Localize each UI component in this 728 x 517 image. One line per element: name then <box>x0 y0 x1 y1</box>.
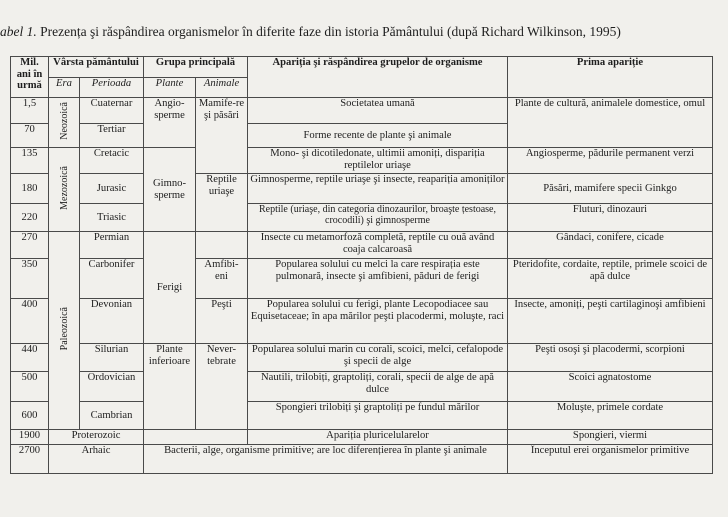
spread-cell: Forme recente de plante şi animale <box>248 124 508 148</box>
mil-cell: 270 <box>11 232 49 259</box>
table-row <box>11 430 713 445</box>
era-cell: Proterozoic <box>49 430 144 445</box>
table-row <box>11 98 713 124</box>
animale-group: Amfibi-eni <box>196 259 248 299</box>
era-neozoica: Neozoică <box>49 98 80 148</box>
plante-group: Gimno-sperme <box>144 148 196 232</box>
spread-cell: Insecte cu metamorfoză completă, reptile cu ouă având coaja calcaroasă <box>248 232 508 259</box>
period-cell: Tertiar <box>80 124 144 148</box>
first-cell: Fluturi, dinozauri <box>508 204 713 232</box>
header-prima: Prima apariție <box>508 57 713 98</box>
header-row-1 <box>11 57 713 78</box>
header-aparitia: Apariția şi răspândirea grupelor de organisme <box>248 57 508 98</box>
mil-cell: 70 <box>11 124 49 148</box>
header-era: Era <box>49 78 80 98</box>
first-cell: Gândaci, conifere, cicade <box>508 232 713 259</box>
first-cell: Scoici agnatostome <box>508 372 713 402</box>
mil-cell: 180 <box>11 174 49 204</box>
table-row <box>11 259 713 299</box>
spread-cell: Apariția pluricelularelor <box>248 430 508 445</box>
mil-cell: 1,5 <box>11 98 49 124</box>
period-cell: Triasic <box>80 204 144 232</box>
mil-cell: 1900 <box>11 430 49 445</box>
table-row <box>11 402 713 430</box>
header-varsta: Vârsta pământului <box>49 57 144 78</box>
table-caption <box>0 24 728 40</box>
plante-group: Angio-sperme <box>144 98 196 148</box>
caption-number: abel 1. <box>0 24 37 39</box>
spread-cell: Spongieri trilobiți şi graptoliți pe fundul mărilor <box>248 402 508 430</box>
spread-cell: Popularea solului marin cu corali, scoici, melci, cefalopode şi specii de alge <box>248 344 508 372</box>
header-perioada: Perioada <box>80 78 144 98</box>
period-cell: Cambrian <box>80 402 144 430</box>
mil-cell: 500 <box>11 372 49 402</box>
first-cell: Începutul erei organismelor primitive <box>508 445 713 474</box>
table-row <box>11 445 713 474</box>
mil-cell: 600 <box>11 402 49 430</box>
period-cell: Cretacic <box>80 148 144 174</box>
group-empty <box>144 430 248 445</box>
spread-cell: Reptile (uriaşe, din categoria dinozaurilor, broaşte țestoase, crocodili) şi gimnosperme <box>248 204 508 232</box>
header-plante: Plante <box>144 78 196 98</box>
first-cell: Plante de cultură, animalele domestice, omul <box>508 98 713 148</box>
plante-group: Plante inferioare <box>144 344 196 430</box>
era-paleozoica: Paleozoică <box>49 232 80 430</box>
first-cell: Insecte, amoniți, peşti cartilaginoşi amfibieni <box>508 299 713 344</box>
caption-text: Prezența şi răspândirea organismelor în diferite faze din istoria Pământului (după Richard Wilkinson, 1995) <box>40 24 621 39</box>
mil-cell: 135 <box>11 148 49 174</box>
table-row <box>11 344 713 372</box>
spread-cell: Popularea solului cu ferigi, plante Lecopodiacee sau Equisetaceae; în apa mărilor peşti placodermi, moluşte, raci <box>248 299 508 344</box>
header-animale: Animale <box>196 78 248 98</box>
first-cell: Angiosperme, pădurile permanent verzi <box>508 148 713 174</box>
mil-cell: 400 <box>11 299 49 344</box>
period-cell: Carbonifer <box>80 259 144 299</box>
table-row <box>11 148 713 174</box>
first-cell: Moluşte, primele cordate <box>508 402 713 430</box>
animale-group: Mamife-re şi păsări <box>196 98 248 174</box>
period-cell: Devonian <box>80 299 144 344</box>
plante-group: Ferigi <box>144 232 196 344</box>
animale-empty <box>196 232 248 259</box>
table-row <box>11 299 713 344</box>
mil-cell: 350 <box>11 259 49 299</box>
period-cell: Jurasic <box>80 174 144 204</box>
spread-cell: Bacterii, alge, organisme primitive; are loc diferențierea în plante şi animale <box>144 445 508 474</box>
spread-cell: Societatea umană <box>248 98 508 124</box>
header-grupa: Grupa principală <box>144 57 248 78</box>
mil-cell: 440 <box>11 344 49 372</box>
table-row <box>11 204 713 232</box>
table-row <box>11 372 713 402</box>
period-cell: Permian <box>80 232 144 259</box>
period-cell: Ordovician <box>80 372 144 402</box>
period-cell: Silurian <box>80 344 144 372</box>
animale-group: Reptile uriaşe <box>196 174 248 232</box>
first-cell: Pteridofite, cordaite, reptile, primele scoici de apă dulce <box>508 259 713 299</box>
spread-cell: Mono- şi dicotiledonate, ultimii amoniți, dispariția reptilelor uriaşe <box>248 148 508 174</box>
era-mezozoica: Mezozoică <box>49 148 80 232</box>
first-cell: Spongieri, viermi <box>508 430 713 445</box>
spread-cell: Gimnosperme, reptile uriaşe şi insecte, reapariția amoniților <box>248 174 508 204</box>
mil-cell: 220 <box>11 204 49 232</box>
spread-cell: Nautili, trilobiți, graptoliți, corali, specii de alge de apă dulce <box>248 372 508 402</box>
table-row <box>11 232 713 259</box>
period-cell: Cuaternar <box>80 98 144 124</box>
first-cell: Păsări, mamifere specii Ginkgo <box>508 174 713 204</box>
animale-group: Never-tebrate <box>196 344 248 430</box>
mil-cell: 2700 <box>11 445 49 474</box>
spread-cell: Popularea solului cu melci la care respirația este pulmonară, insecte şi amfibieni, păduri de ferigi <box>248 259 508 299</box>
history-table <box>10 56 713 474</box>
table-row <box>11 174 713 204</box>
animale-group: Peşti <box>196 299 248 344</box>
header-mil: Mil. ani în urmă <box>11 57 49 98</box>
era-cell: Arhaic <box>49 445 144 474</box>
first-cell: Peşti osoşi şi placodermi, scorpioni <box>508 344 713 372</box>
